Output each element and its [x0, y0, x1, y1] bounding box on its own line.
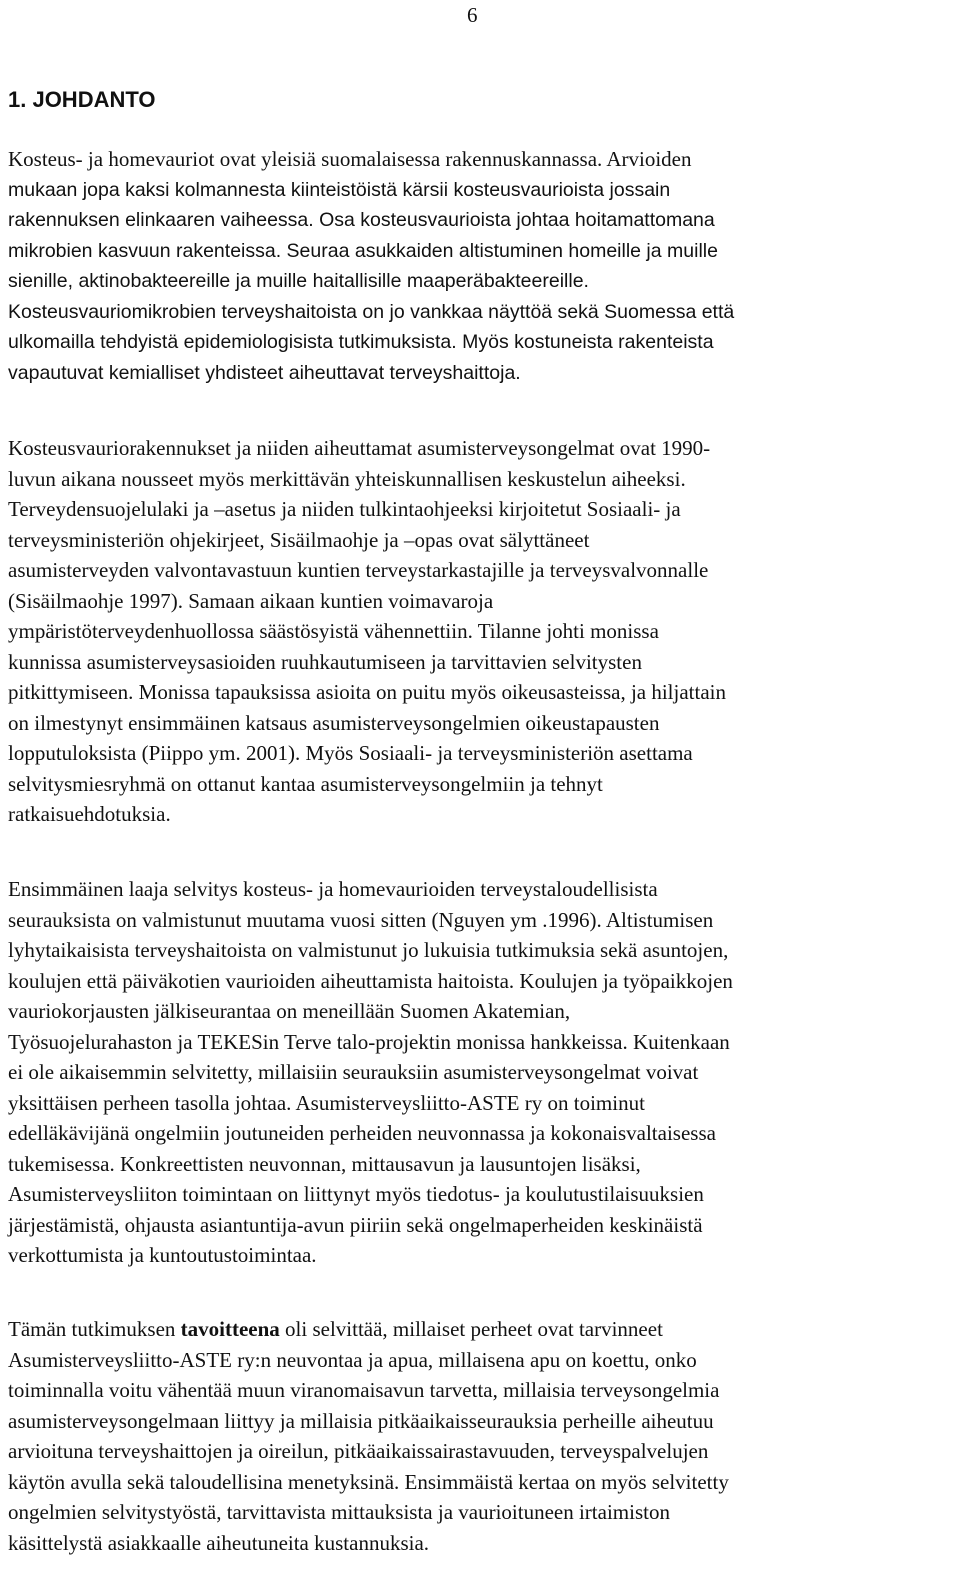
text-line: Terveydensuojelulaki ja –asetus ja niiden tulkintaohjeeksi kirjoitetut Sosiaali- ja [8, 497, 681, 521]
text-line: arvioituna terveyshaittojen ja oireilun, pitkäaikaissairastavuuden, terveyspalvelujen [8, 1439, 709, 1463]
text-line: mikrobien kasvuun rakenteissa. Seuraa asukkaiden altistuminen homeille ja muille [8, 239, 718, 262]
text-line: pitkittymiseen. Monissa tapauksissa asioita on puitu myös oikeusasteissa, ja hiljattain [8, 680, 726, 704]
page-number: 6 [467, 3, 478, 27]
text-line: koulujen että päiväkotien vaurioiden aiheuttamista haitoista. Koulujen ja työpaikkojen [8, 968, 733, 993]
text-line [8, 1314, 952, 1345]
text-line: selvitysmiesryhmä on ottanut kantaa asumisterveysongelmiin ja tehnyt [8, 771, 603, 796]
text-line: käsittelystä asiakkaalle aiheutuneita kustannuksia. [8, 1530, 430, 1555]
text-line: terveysministeriön ohjekirjeet, Sisäilmaohje ja –opas ovat sälyttäneet [8, 527, 590, 552]
text-line: luvun aikana nousseet myös merkittävän yhteiskunnallisen keskustelun aiheeksi. [8, 466, 686, 491]
text-line: on ilmestynyt ensimmäinen katsaus asumisterveysongelmien oikeustapausten [8, 710, 660, 735]
text-line: (Sisäilmaohje 1997). Samaan aikaan kuntien voimavaroja [8, 588, 494, 613]
text-line: asumisterveyden valvontavastuun kuntien terveystarkastajille ja terveysvalvonnalle [8, 558, 709, 582]
text-line: lyhytaikaisista terveyshaitoista on valmistunut jo lukuisia tutkimuksia sekä asuntojen, [8, 938, 729, 962]
text-line: yksittäisen perheen tasolla johtaa. Asumisterveysliitto-ASTE ry on toiminut [8, 1090, 645, 1115]
text-line: ulkomailla tehdyistä epidemiologisista tutkimuksista. Myös kostuneista rakenteista [8, 331, 714, 353]
text-line: Asumisterveysliiton toimintaan on liittynyt myös tiedotus- ja koulutustilaisuuksien [8, 1182, 704, 1206]
paragraph-objective [8, 1314, 952, 1558]
paragraph-background [8, 433, 952, 830]
paragraph-prior-research [8, 874, 952, 1271]
text-line: edelläkävijänä ongelmiin joutuneiden perheiden neuvonnassa ja kokonaisvaltaisessa [8, 1121, 716, 1145]
text-line: rakennuksen elinkaaren vaiheessa. Osa kosteusvaurioista johtaa hoitamattomana [8, 209, 715, 231]
section-heading: 1. JOHDANTO [8, 87, 156, 112]
text-run: oli selvittää, millaiset perheet ovat tarvinneet [279, 1317, 663, 1341]
text-line: seurauksista on valmistunut muutama vuosi sitten (Nguyen ym .1996). Altistumisen [8, 907, 714, 932]
text-line: ratkaisuehdotuksia. [8, 802, 171, 826]
emphasis-objective: tavoitteena [180, 1317, 280, 1341]
text-line: Kosteusvauriomikrobien terveyshaitoista on jo vankkaa näyttöä sekä Suomessa että [8, 300, 735, 323]
text-line: Kosteusvauriorakennukset ja niiden aiheuttamat asumisterveysongelmat ovat 1990- [8, 436, 711, 460]
text-line: lopputuloksista (Piippo ym. 2001). Myös Sosiaali- ja terveysministeriön asettama [8, 741, 693, 765]
text-line: mukaan jopa kaksi kolmannesta kiinteistöistä kärsii kosteusvaurioista jossain [8, 178, 671, 201]
text-line: Asumisterveysliitto-ASTE ry:n neuvontaa ja apua, millaisena apu on koettu, onko [8, 1347, 697, 1372]
text-line: tukemisessa. Konkreettisten neuvonnan, mittausavun ja lausuntojen lisäksi, [8, 1151, 641, 1176]
text-line: järjestämistä, ohjausta asiantuntija-avun piiriin sekä ongelmaperheiden keskinäistä [8, 1212, 703, 1237]
text-line: käytön avulla sekä taloudellisina menetyksinä. Ensimmäistä kertaa on myös selvitetty [8, 1469, 729, 1494]
text-line: verkottumista ja kuntoutustoimintaa. [8, 1243, 317, 1267]
text-line: Kosteus- ja homevauriot ovat yleisiä suomalaisessa rakennuskannassa. Arvioiden [8, 147, 692, 171]
text-line: ei ole aikaisemmin selvitetty, millaisiin seurauksiin asumisterveysongelmat voivat [8, 1060, 699, 1084]
text-line: kunnissa asumisterveysasioiden ruuhkautumiseen ja tarvittavien selvitysten [8, 649, 642, 674]
text-line: asumisterveysongelmaan liittyy ja millaisia pitkäaikaisseurauksia perheille aiheutuu [8, 1408, 714, 1433]
text-line: vapautuvat kemialliset yhdisteet aiheuttavat terveyshaittoja. [8, 361, 521, 384]
text-run: Tämän tutkimuksen [8, 1317, 181, 1341]
paragraph-intro [8, 144, 952, 388]
text-line: sienille, aktinobakteereille ja muille haitallisille maaperäbakteereille. [8, 270, 589, 292]
text-line: Työsuojelurahaston ja TEKESin Terve talo-projektin monissa hankkeissa. Kuitenkaan [8, 1029, 730, 1054]
text-line: ongelmien selvitystyöstä, tarvittavista mittauksista ja vaurioituneen irtaimiston [8, 1500, 670, 1524]
text-line: toiminnalla voitu vähentää muun viranomaisavun tarvetta, millaisia terveysongelmia [8, 1378, 720, 1402]
text-line: ympäristöterveydenhuollossa säästösyistä vähennettiin. Tilanne johti monissa [8, 619, 659, 643]
text-line: Ensimmäinen laaja selvitys kosteus- ja homevaurioiden terveystaloudellisista [8, 877, 658, 901]
text-line: vauriokorjausten jälkiseurantaa on meneillään Suomen Akatemian, [8, 999, 571, 1023]
